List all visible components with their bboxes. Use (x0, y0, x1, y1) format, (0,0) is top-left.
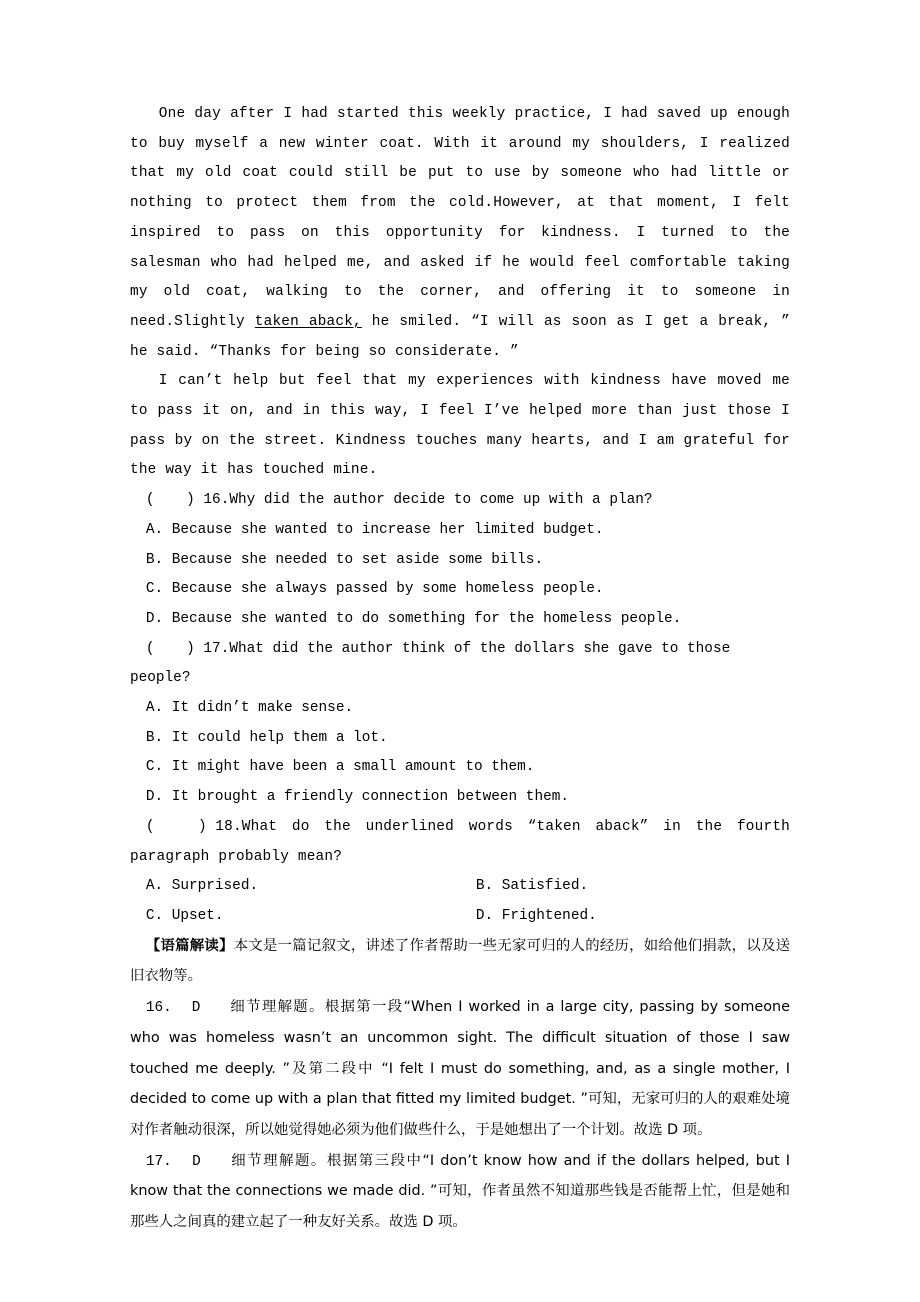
question-16-marker: ( ) (145, 492, 204, 509)
question-17-number: 17. (203, 640, 230, 657)
paragraph-1-tail: he smiled. “I will as soon as I get a break, ” he said. “Thanks for being so considerate. ” (130, 313, 791, 360)
question-16-number: 16. (203, 492, 230, 509)
explanation-17-text: 根据第三段中“I don’t know how and if the dollars helped, but I know that the connections we made did. ”可知，作者虽然不知道那些钱是否能帮上忙，但是她和那些人之间真的建立起了一种友好关系。故选 D 项。 (130, 1152, 790, 1231)
question-17-option-d[interactable]: D. It brought a friendly connection between them. (145, 789, 569, 806)
explanation-17 (130, 1147, 790, 1239)
question-18-option-row-1 (130, 872, 790, 902)
question-17-stem: What did the author think of the dollars she gave to those people? (130, 640, 731, 687)
explanation-16-answer: D (191, 1000, 201, 1017)
explanation-16-number: 16. (145, 1000, 172, 1017)
question-17-option-a[interactable]: A. It didn’t make sense. (145, 700, 354, 717)
question-17-marker: ( ) (145, 640, 204, 657)
question-18-option-row-2 (130, 902, 790, 932)
explanation-17-answer: D (192, 1153, 201, 1170)
reading-paragraph-1 (130, 100, 790, 367)
question-18-marker: ( ) (145, 818, 216, 835)
reading-paragraph-2: I can’t help but feel that my experiences with kindness have moved me to pass it on, and in this way, I feel I’ve helped more than just those I pass by on the street. Kindness touches many hearts, and I am grateful for the way it has touched mine. (130, 373, 790, 479)
explanation-17-number: 17. (145, 1153, 172, 1170)
question-18 (130, 813, 790, 872)
question-17-option-c[interactable]: C. It might have been a small amount to them. (145, 759, 535, 776)
question-16-option-a[interactable]: A. Because she wanted to increase her limited budget. (145, 521, 604, 538)
question-18-option-d[interactable]: D. Frightened. (475, 907, 597, 924)
question-17-option-b[interactable]: B. It could help them a lot. (145, 729, 388, 746)
explanation-16-text: 根据第一段“When I worked in a large city, passing by someone who was homeless wasn’t an uncommon sight. The difficult situation of those I saw touched me deeply. ”及第二段中 “I felt I must do something, and, as a single mother, I decided to come up with a plan that fitted my limited budget. ”可知，无家可归的人的艰难处境对作者触动很深，所以她觉得她必须为他们做些什么，于是她想出了一个计划。故选 D 项。 (130, 999, 790, 1138)
reading-analysis (130, 932, 790, 993)
explanation-16 (130, 993, 790, 1147)
question-18-option-a[interactable]: A. Surprised. (145, 878, 259, 895)
reading-analysis-text: 本文是一篇记叙文，讲述了作者帮助一些无家可归的人的经历，如给他们捐款，以及送旧衣物等。 (130, 937, 790, 985)
question-18-number: 18. (215, 818, 242, 835)
reading-analysis-label: 【语篇解读】 (145, 937, 234, 954)
question-16-option-c[interactable]: C. Because she always passed by some homeless people. (145, 581, 604, 598)
question-18-option-c[interactable]: C. Upset. (145, 907, 224, 924)
question-16 (130, 486, 790, 516)
explanation-17-type: 细节理解题。 (231, 1152, 327, 1169)
question-16-option-b[interactable]: B. Because she needed to set aside some bills. (145, 551, 544, 568)
explanation-16-type: 细节理解题。 (230, 999, 325, 1016)
question-18-stem: What do the underlined words “taken aback” in the fourth paragraph probably mean? (130, 818, 790, 865)
question-16-option-d[interactable]: D. Because she wanted to do something for the homeless people. (145, 610, 682, 627)
question-18-option-b[interactable]: B. Satisfied. (475, 878, 589, 895)
question-16-stem: Why did the author decide to come up with a plan? (229, 492, 653, 509)
paragraph-1-text: One day after I had started this weekly practice, I had saved up enough to buy myself a new winter coat. With it around my shoulders, I realized that my old coat could still be put to use by someone who had little or nothing to protect them from the cold.However, at that moment, I felt inspired to pass on this opportunity for kindness. I turned to the salesman who had helped me, and asked if he would feel comfortable taking my old coat, walking to the corner, and offering it to someone in need.Slightly (130, 106, 790, 330)
question-17 (130, 635, 790, 694)
underlined-phrase: taken aback, (254, 313, 362, 330)
